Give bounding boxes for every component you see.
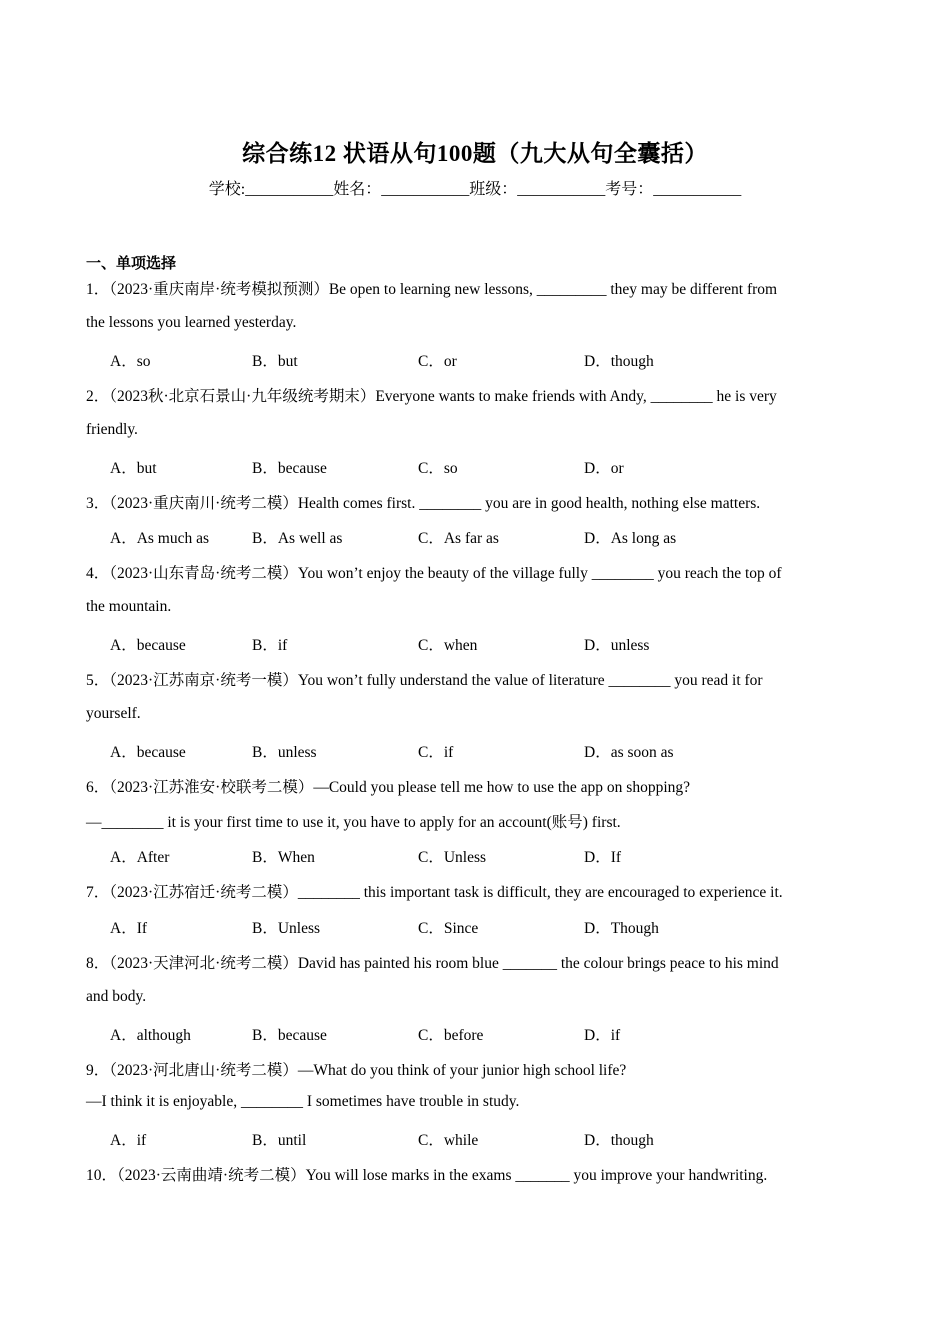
- question-7-line-1: 7．（2023·江苏宿迁·统考二模）________ this important task is difficult, they are encouraged to experience it.: [86, 884, 783, 901]
- option-d[interactable]: D．though: [584, 1132, 654, 1149]
- question-8-line-2: and body.: [86, 988, 147, 1005]
- option-a[interactable]: A．As much as: [110, 530, 210, 547]
- option-b[interactable]: B．Unless: [252, 920, 321, 937]
- option-d[interactable]: D．unless: [584, 637, 650, 654]
- option-c[interactable]: C．when: [418, 637, 478, 654]
- section-title: 一、单项选择: [86, 256, 177, 272]
- question-9-line-2: —I think it is enjoyable, ________ I sometimes have trouble in study.: [86, 1093, 520, 1110]
- option-a[interactable]: A．so: [110, 353, 151, 370]
- option-d[interactable]: D．Though: [584, 920, 659, 937]
- option-c[interactable]: C．Unless: [418, 849, 487, 866]
- option-b[interactable]: B．because: [252, 1027, 327, 1044]
- option-c[interactable]: C．so: [418, 460, 458, 477]
- option-d[interactable]: D．As long as: [584, 530, 677, 547]
- option-d[interactable]: D．if: [584, 1027, 621, 1044]
- question-6-options: [0, 845, 950, 867]
- option-a[interactable]: A．but: [110, 460, 157, 477]
- option-a[interactable]: A．because: [110, 744, 186, 761]
- question-1-line-2: the lessons you learned yesterday.: [86, 314, 297, 331]
- question-9-line-1: 9．（2023·河北唐山·统考二模）—What do you think of your junior high school life?: [86, 1062, 627, 1079]
- option-b[interactable]: B．As well as: [252, 530, 343, 547]
- option-c[interactable]: C．while: [418, 1132, 479, 1149]
- option-b[interactable]: B．unless: [252, 744, 317, 761]
- question-5-line-1: 5．（2023·江苏南京·统考一模）You won’t fully understand the value of literature ________ you read it for: [86, 672, 763, 689]
- option-a[interactable]: A．After: [110, 849, 170, 866]
- option-d[interactable]: D．though: [584, 353, 654, 370]
- question-8-line-1: 8．（2023·天津河北·统考二模）David has painted his room blue _______ the colour brings peace to his mind: [86, 955, 779, 972]
- option-d[interactable]: D．or: [584, 460, 624, 477]
- page-title: 综合练12 状语从句100题（九大从句全囊括）: [242, 141, 708, 166]
- option-c[interactable]: C．or: [418, 353, 457, 370]
- question-3-line-1: 3．（2023·重庆南川·统考二模）Health comes first. ________ you are in good health, nothing else matters.: [86, 495, 761, 512]
- option-c[interactable]: C．if: [418, 744, 454, 761]
- option-b[interactable]: B．When: [252, 849, 315, 866]
- student-info-line: 学校:___________姓名：___________班级：___________考号：___________: [208, 181, 742, 198]
- question-4-line-2: the mountain.: [86, 598, 172, 615]
- question-4-options: [0, 633, 950, 655]
- option-d[interactable]: D．If: [584, 849, 622, 866]
- question-2-line-2: friendly.: [86, 421, 138, 438]
- question-8-options: [0, 1023, 950, 1045]
- question-9-options: [0, 1128, 950, 1150]
- question-1-options: [0, 349, 950, 371]
- question-6-line-1: 6．（2023·江苏淮安·校联考二模）—Could you please tell me how to use the app on shopping?: [86, 779, 691, 796]
- question-7-options: [0, 916, 950, 938]
- option-b[interactable]: B．because: [252, 460, 327, 477]
- question-10-line-1: 10．（2023·云南曲靖·统考二模）You will lose marks in the exams _______ you improve your handwriting.: [86, 1167, 768, 1184]
- question-5-options: [0, 740, 950, 762]
- question-2-line-1: 2．（2023秋·北京石景山·九年级统考期末）Everyone wants to make friends with Andy, ________ he is very: [86, 388, 777, 405]
- option-b[interactable]: B．until: [252, 1132, 307, 1149]
- question-1-line-1: 1．（2023·重庆南岸·统考模拟预测）Be open to learning new lessons, _________ they may be different from: [86, 281, 778, 298]
- option-a[interactable]: A．if: [110, 1132, 147, 1149]
- option-c[interactable]: C．As far as: [418, 530, 499, 547]
- option-c[interactable]: C．Since: [418, 920, 479, 937]
- option-d[interactable]: D．as soon as: [584, 744, 674, 761]
- option-c[interactable]: C．before: [418, 1027, 484, 1044]
- option-a[interactable]: A．because: [110, 637, 186, 654]
- question-2-options: [0, 456, 950, 478]
- question-5-line-2: yourself.: [86, 705, 141, 722]
- question-6-line-2: —________ it is your first time to use it, you have to apply for an account(账号) first.: [86, 814, 621, 831]
- question-3-options: [0, 526, 950, 548]
- option-b[interactable]: B．if: [252, 637, 288, 654]
- option-b[interactable]: B．but: [252, 353, 298, 370]
- option-a[interactable]: A．If: [110, 920, 148, 937]
- option-a[interactable]: A．although: [110, 1027, 191, 1044]
- question-4-line-1: 4．（2023·山东青岛·统考二模）You won’t enjoy the beauty of the village fully ________ you reach the top of: [86, 565, 782, 582]
